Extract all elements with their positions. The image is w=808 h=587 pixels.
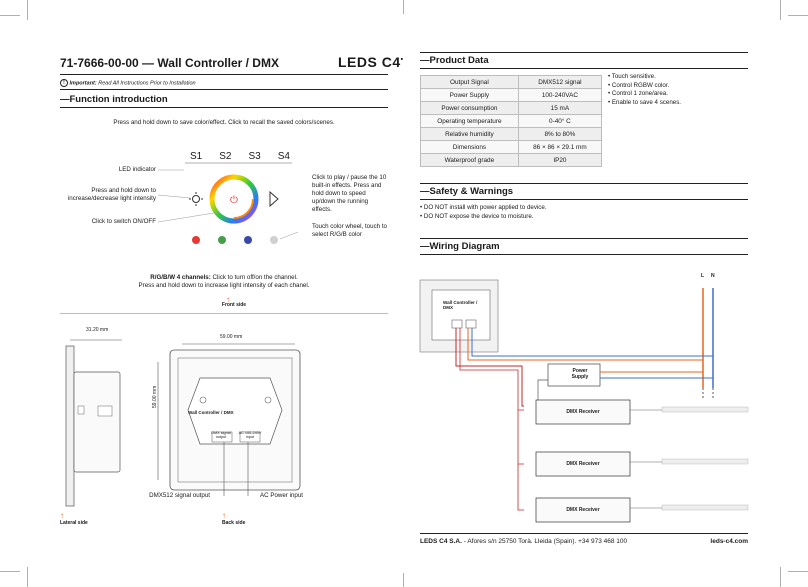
divider [60,107,388,108]
label-brightness: Press and hold down to increase/decrease light intensity [67,187,156,202]
label-color-wheel: Touch color wheel, touch to select R/G/B color [312,223,387,238]
crop-mark [788,571,808,572]
divider [60,74,388,75]
receiver-1-label: DMX Receiver [566,409,600,415]
leader-lines-left [156,168,226,228]
scene-s1: S1 [190,151,203,162]
back-drawing [150,340,310,500]
label-onoff: Click to switch ON/OFF [91,218,156,225]
scene-s3: S3 [248,151,261,162]
instruction-top: Press and hold down to save color/effect. Click to recall the saved colors/scenes. [113,119,335,126]
footer-website[interactable]: leds-c4.com [710,538,748,545]
product-row [421,89,602,102]
safety-item: • DO NOT install with power applied to device. [420,204,547,211]
divider [420,238,748,239]
fold-mark [403,573,404,587]
product-row [421,76,602,89]
section-product-data: —Product Data [420,55,489,66]
divider [420,52,748,53]
divider [420,68,748,69]
white-dot [270,236,278,244]
arrow-up-icon: ↑ [222,511,226,520]
lateral-drawing [60,332,130,512]
product-label: Operating temperature [421,115,519,128]
section-safety: —Safety & Warnings [420,186,514,197]
product-value: 100-240VAC [518,89,601,102]
dmx-callout: DMX512 signal output [149,492,210,499]
feature-list [608,73,681,107]
scene-s2: S2 [219,151,232,162]
play-icon [270,192,278,206]
fold-mark [403,0,404,14]
safety-item: • DO NOT expose the device to moisture. [420,212,534,220]
divider [60,89,388,90]
power-supply-label: Power Supply [571,368,589,380]
product-row [421,141,602,154]
receiver-2-label: DMX Receiver [566,461,600,467]
product-row [421,154,602,167]
front-side-label: Front side [221,302,247,308]
neutral-label: N [711,273,715,279]
crop-mark [27,0,28,20]
divider [420,533,748,534]
info-icon: ! [60,79,68,87]
divider [420,254,748,255]
product-value: IP20 [518,154,601,167]
product-label: Power Supply [421,89,519,102]
product-value: 8% to 80% [518,128,601,141]
ac-callout: AC Power input [260,492,303,499]
safety-list [420,204,547,221]
arrow-up-icon: ↑ [226,295,230,304]
crop-mark [0,571,20,572]
feature-item: • Touch sensitive. [608,73,656,80]
crop-mark [788,15,808,16]
blue-dot [244,236,252,244]
wiring-controller-label: Wall Controller / DMX [443,300,478,310]
divider [60,313,388,314]
product-table [420,75,602,167]
back-label: Back side [222,520,246,526]
product-value: 86 × 86 × 29.1 mm [518,141,601,154]
product-label: Output Signal [421,76,519,89]
module-label: Wall Controller / DMX [188,410,234,415]
product-row [421,115,602,128]
product-value: 15 mA [518,102,601,115]
crop-mark [780,0,781,20]
crop-mark [0,15,20,16]
crop-mark [780,567,781,587]
important-note: ! Important: Read All Instructions Prior to Installation [60,79,196,87]
label-play: Click to play / pause the 10 built-in effects. Press and hold down to speed up/down the running effects. [312,174,387,213]
product-value: 0-40° C [518,115,601,128]
product-value: DMX512 signal [518,76,601,89]
feature-item: • Control 1 zone/area. [608,90,668,97]
green-dot [218,236,226,244]
divider [420,183,748,184]
divider [420,199,748,200]
footer-address: LEDS C4 S.A. - Afores s/n 25750 Torà. Lleida (Spain). +34 973 468 100 [420,538,628,545]
product-label: Waterproof grade [421,154,519,167]
dmx-port-label: DMX signal output [211,431,231,439]
live-label: L [701,273,705,279]
section-wiring: —Wiring Diagram [420,241,500,252]
product-label: Relative humidity [421,128,519,141]
lateral-label: Lateral side [60,520,88,526]
page-title: 71-7666-00-00 — Wall Controller / DMX [60,56,279,70]
depth-dimension: 31.20 mm [86,327,109,333]
product-row [421,102,602,115]
height-dimension: 59.00 mm [152,385,158,408]
svg-text:⏻: ⏻ [230,195,238,206]
crop-mark [27,567,28,587]
feature-item: • Enable to save 4 scenes. [608,98,682,106]
width-dimension: 59.00 mm [220,334,243,340]
product-row [421,128,602,141]
label-led-indicator: LED indicator [118,166,156,173]
arrow-up-icon: ↑ [60,511,64,520]
ac-port-label: AC 100-240V input [238,431,262,439]
rgbw-note: R/G/B/W 4 channels: Click to turn off/on the channel. Press and hold down to increase light intensity of each chanel. [138,274,310,289]
red-dot [192,236,200,244]
feature-item: • Control RGBW color. [608,81,670,89]
product-label: Dimensions [421,141,519,154]
section-function: —Function introduction [60,94,168,105]
product-label: Power consumption [421,102,519,115]
brand-logo: LEDS C4• [338,54,404,70]
receiver-3-label: DMX Receiver [566,507,600,513]
scene-s4: S4 [277,151,290,162]
